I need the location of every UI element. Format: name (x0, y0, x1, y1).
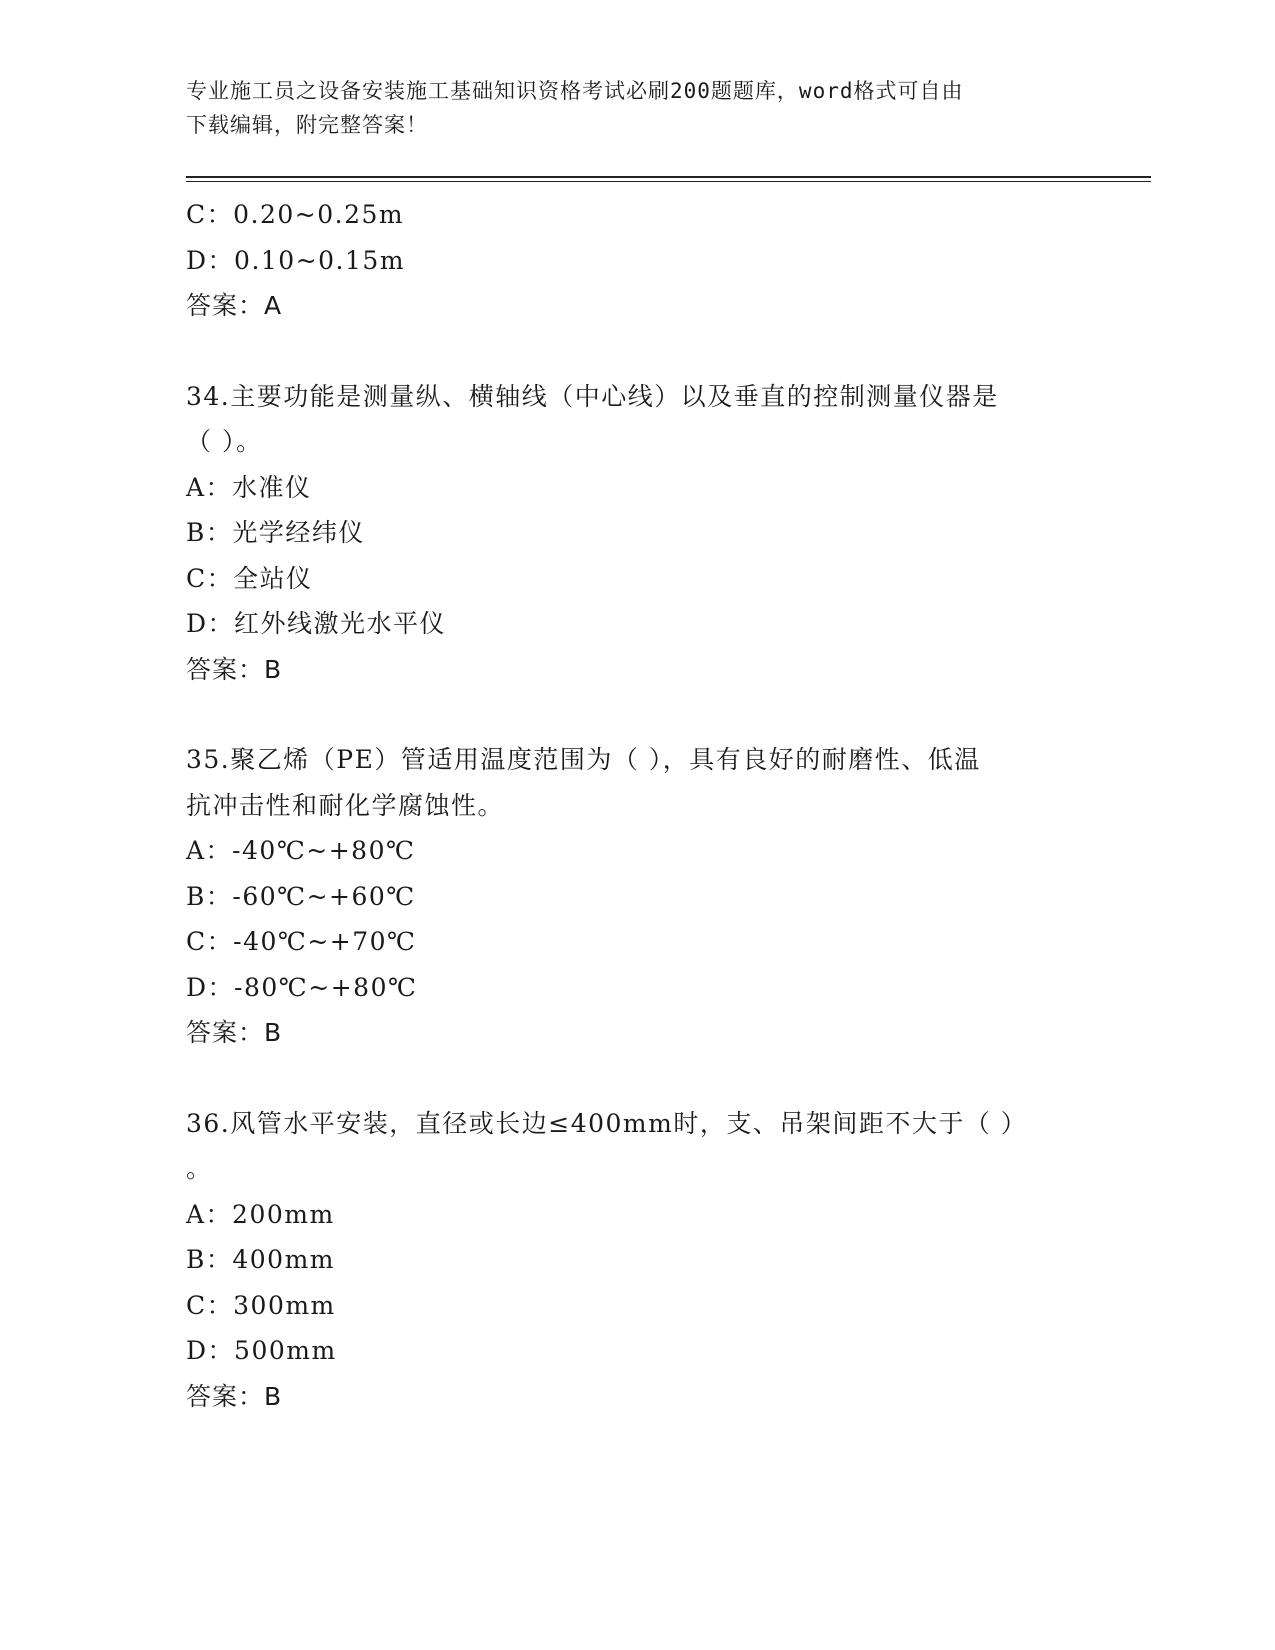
question-text-line-1: 34.主要功能是测量纵、横轴线（中心线）以及垂直的控制测量仪器是 (186, 381, 999, 411)
option-d: D：红外线激光水平仪 (186, 609, 447, 638)
option-d: D：500mm (186, 1336, 337, 1365)
option-a: A：水准仪 (186, 472, 312, 502)
spacer (186, 1056, 1086, 1101)
header-divider-thick (186, 176, 1151, 178)
option-c: C：300mm (186, 1290, 336, 1320)
answer-line: 答案：A (186, 291, 283, 320)
question-content (186, 192, 1086, 1419)
header-line-2: 下载编辑，附完整答案！ (186, 113, 428, 137)
question-35 (186, 737, 1086, 1056)
option-b: B：光学经纬仪 (186, 518, 365, 547)
question-text-line-2: （ ）。 (186, 427, 263, 456)
question-text-line-2: 抗冲击性和耐化学腐蚀性。 (186, 790, 505, 820)
previous-question-tail (186, 192, 1086, 329)
answer-line: 答案：B (186, 654, 283, 684)
question-text-line-1: 36.风管水平安装，直径或长边≤400mm时，支、吊架间距不大于（ ） (186, 1108, 1028, 1138)
option-a: A：-40℃~+80℃ (186, 836, 416, 865)
option-d: D：-80℃~+80℃ (186, 972, 418, 1002)
question-34 (186, 374, 1086, 693)
option-c: C：0.20~0.25m (186, 200, 405, 229)
option-b: B：-60℃~+60℃ (186, 881, 416, 911)
header-line-1: 专业施工员之设备安装施工基础知识资格考试必刷200题题库，word格式可自由 (186, 79, 964, 103)
question-text-line-2: 。 (186, 1154, 213, 1183)
question-36 (186, 1101, 1086, 1420)
option-a: A：200mm (186, 1199, 335, 1229)
spacer (186, 692, 1086, 737)
option-c: C：-40℃~+70℃ (186, 927, 417, 956)
spacer (186, 329, 1086, 374)
header-divider-thin (186, 181, 1151, 182)
answer-line: 答案：B (186, 1018, 283, 1047)
option-c: C：全站仪 (186, 563, 313, 593)
option-d: D：0.10~0.15m (186, 245, 406, 275)
document-header (186, 74, 1066, 142)
option-b: B：400mm (186, 1245, 336, 1274)
answer-line: 答案：B (186, 1381, 283, 1411)
question-text-line-1: 35.聚乙烯（PE）管适用温度范围为（ ），具有良好的耐磨性、低温 (186, 745, 981, 774)
